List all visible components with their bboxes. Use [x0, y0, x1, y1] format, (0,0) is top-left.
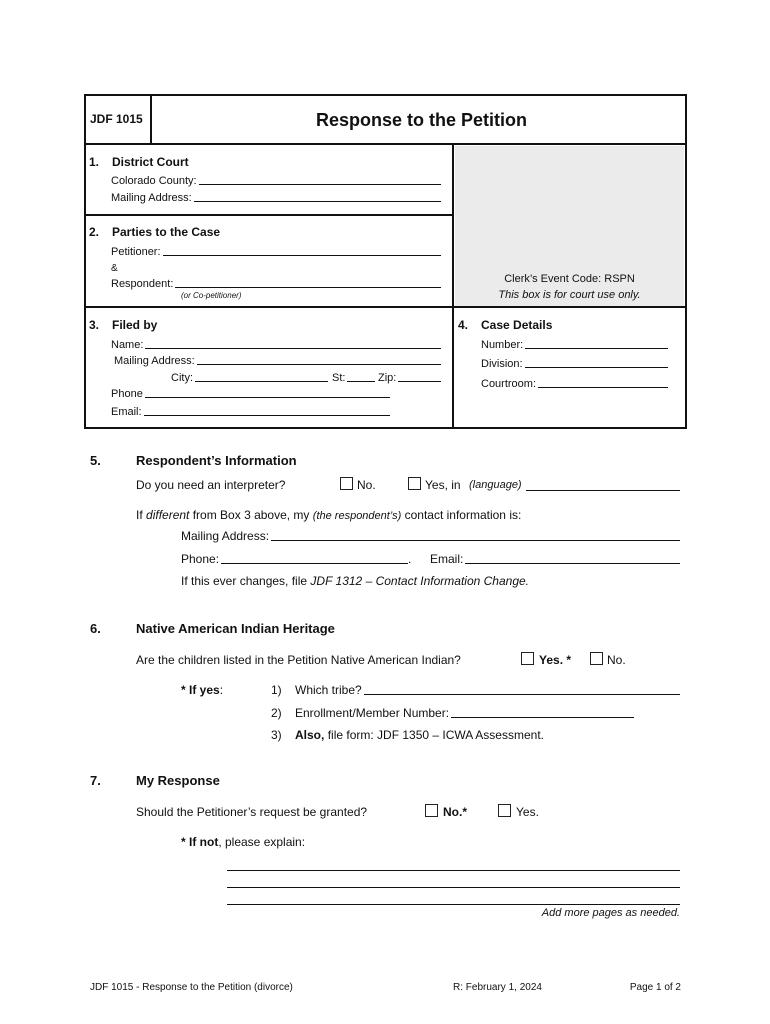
resp-email-label: Email:: [430, 552, 464, 566]
grant-yes-checkbox[interactable]: [498, 804, 511, 817]
changes-note: [181, 574, 529, 588]
resp-phone-label: Phone:: [181, 552, 220, 566]
grant-question: Should the Petitioner’s request be granted?: [136, 805, 368, 819]
heritage-question: Are the children listed in the Petition Native American Indian?: [136, 653, 461, 667]
county-label: Colorado County:: [111, 175, 197, 187]
filer-phone-label: Phone: [111, 388, 143, 400]
form-id-divider: [150, 94, 152, 144]
respondent-label: Respondent:: [111, 278, 174, 290]
courtroom-field[interactable]: [481, 378, 668, 390]
filer-city-field[interactable]: [171, 372, 328, 384]
court-use-note: This box is for court use only.: [498, 289, 641, 301]
filer-state-label: St:: [332, 372, 346, 384]
filer-name-field[interactable]: [111, 339, 441, 351]
court-mailing-label: Mailing Address:: [111, 192, 192, 204]
heritage-yes-checkbox[interactable]: [521, 652, 534, 665]
tribe-field[interactable]: [295, 683, 680, 697]
resp-email-field[interactable]: [430, 552, 680, 566]
interpreter-yes-checkbox[interactable]: [408, 477, 421, 490]
different-pre: If: [136, 508, 143, 522]
box1-number: 1.: [89, 155, 100, 169]
clerk-event-code: Clerk’s Event Code: RSPN: [504, 273, 635, 285]
if-not-star: * If not: [181, 835, 219, 849]
filer-mailing-field[interactable]: [114, 355, 441, 367]
form-id: JDF 1015: [90, 112, 143, 126]
interpreter-no-checkbox[interactable]: [340, 477, 353, 490]
enrollment-label: Enrollment/Member Number:: [295, 706, 450, 720]
box2-number: 2.: [89, 225, 100, 239]
filer-state-field[interactable]: [332, 372, 375, 384]
explain-line-3[interactable]: [227, 904, 680, 905]
box3-title: Filed by: [112, 318, 158, 332]
filer-zip-field[interactable]: [378, 372, 441, 384]
filer-zip-label: Zip:: [378, 372, 397, 384]
box1-title: District Court: [112, 155, 189, 169]
language-field[interactable]: [526, 490, 680, 491]
item1-number: 1): [271, 683, 282, 697]
grant-no-checkbox[interactable]: [425, 804, 438, 817]
grant-yes-label: Yes.: [516, 805, 539, 819]
if-yes-text: * If yes: [181, 683, 220, 697]
section7-title: My Response: [136, 773, 220, 788]
interpreter-no-label: No.: [357, 478, 376, 492]
interpreter-question: Do you need an interpreter?: [136, 478, 286, 492]
heritage-yes-label: Yes. *: [539, 653, 572, 667]
explain-line-2[interactable]: [227, 887, 680, 888]
icwa-note: [295, 728, 544, 742]
ampersand: &: [111, 263, 118, 274]
respondent-field[interactable]: [111, 278, 441, 290]
changes-pre: If this ever changes, file: [181, 574, 308, 588]
enrollment-field[interactable]: [295, 706, 634, 720]
section6-number: 6.: [90, 621, 101, 636]
filer-name-label: Name:: [111, 339, 144, 351]
different-post: contact information is:: [404, 508, 522, 522]
case-number-field[interactable]: [481, 339, 668, 351]
filer-phone-field[interactable]: [111, 388, 390, 400]
county-field[interactable]: [111, 175, 441, 187]
grant-no-label: No.*: [443, 805, 467, 819]
different-word: different: [146, 508, 190, 522]
co-petitioner-note: (or Co-petitioner): [181, 291, 242, 300]
court-mailing-field[interactable]: [111, 192, 441, 204]
column-divider: [452, 143, 454, 429]
box4-number: 4.: [458, 318, 469, 332]
petitioner-field[interactable]: [111, 246, 441, 258]
filer-email-field[interactable]: [111, 406, 390, 418]
courtroom-label: Courtroom:: [481, 378, 537, 390]
case-number-label: Number:: [481, 339, 524, 351]
filer-email-label: Email:: [111, 406, 142, 418]
if-yes-colon: :: [219, 683, 224, 697]
filer-city-label: City:: [171, 372, 193, 384]
interpreter-yes-label: Yes, in: [425, 478, 461, 492]
different-contact-line: [136, 508, 521, 522]
footer-page: Page 1 of 2: [629, 982, 681, 993]
footer-left: JDF 1015 - Response to the Petition (divorce): [90, 982, 293, 993]
box2-title: Parties to the Case: [112, 225, 221, 239]
different-mid: from Box 3 above, my: [192, 508, 310, 522]
add-pages-note: Add more pages as needed.: [541, 907, 680, 919]
petitioner-label: Petitioner:: [111, 246, 161, 258]
if-not-rest: , please explain:: [218, 835, 306, 849]
page-title: Response to the Petition: [316, 110, 528, 130]
resp-mailing-label: Mailing Address:: [181, 529, 270, 543]
section7-number: 7.: [90, 773, 101, 788]
header-divider: [84, 143, 687, 145]
division-label: Division:: [481, 358, 523, 370]
heritage-no-label: No.: [607, 653, 626, 667]
section6-title: Native American Indian Heritage: [136, 621, 335, 636]
icwa-also: Also,: [295, 728, 325, 742]
box1-divider: [84, 214, 454, 216]
box4-title: Case Details: [481, 318, 553, 332]
if-not-label: [181, 835, 305, 849]
item2-number: 2): [271, 706, 282, 720]
division-field[interactable]: [481, 358, 668, 370]
resp-phone-field[interactable]: [181, 552, 408, 566]
section5-number: 5.: [90, 453, 101, 468]
changes-form: JDF 1312 – Contact Information Change.: [310, 574, 529, 588]
if-yes-label: [181, 683, 223, 697]
section5-title: Respondent’s Information: [136, 453, 297, 468]
row-divider: [84, 306, 687, 308]
icwa-text: file form: JDF 1350 – ICWA Assessment.: [327, 728, 544, 742]
explain-line-1[interactable]: [227, 870, 680, 871]
filer-mailing-label: Mailing Address:: [114, 355, 195, 367]
tribe-label: Which tribe?: [295, 683, 362, 697]
box3-number: 3.: [89, 318, 100, 332]
resp-mailing-field[interactable]: [181, 529, 680, 543]
heritage-no-checkbox[interactable]: [590, 652, 603, 665]
footer-revision: R: February 1, 2024: [453, 982, 542, 993]
item3-number: 3): [271, 728, 282, 742]
language-note: (language): [469, 479, 522, 491]
resp-phone-period: .: [408, 552, 412, 566]
respondents-note: (the respondent’s): [312, 510, 402, 522]
